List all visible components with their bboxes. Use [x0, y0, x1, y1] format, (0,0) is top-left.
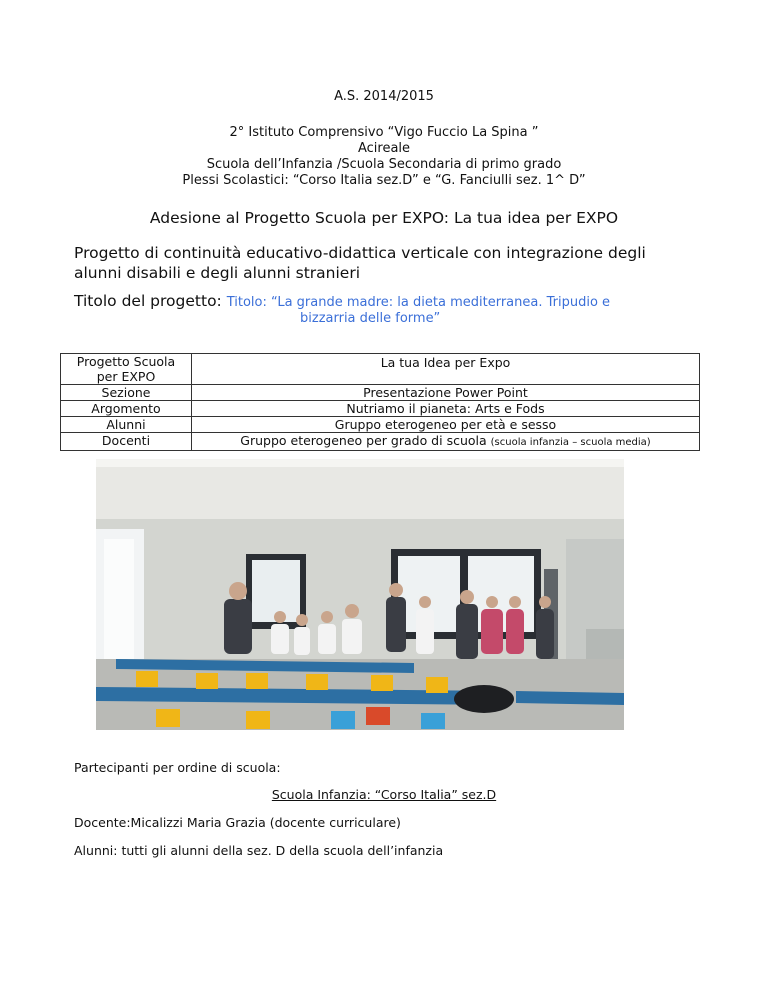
table-label: Docenti [61, 433, 192, 451]
participants-docente: Docente:Micalizzi Maria Grazia (docente curriculare) [74, 815, 401, 830]
participants-heading: Partecipanti per ordine di scuola: [74, 760, 281, 775]
table-label: per EXPO [96, 369, 156, 384]
project-info-table [60, 353, 700, 451]
table-label-cell [61, 354, 192, 385]
table-row [61, 433, 700, 451]
adesione-heading: Adesione al Progetto Scuola per EXPO: La tua idea per EXPO [149, 209, 619, 227]
school-types: Scuola dell’Infanzia /Scuola Secondaria di primo grado [206, 157, 562, 172]
titolo-label: Titolo del progetto: [74, 292, 222, 310]
table-value-note: (scuola infanzia – scuola media) [490, 437, 651, 448]
table-row [61, 354, 700, 385]
city: Acireale [357, 141, 411, 156]
table-label: Progetto Scuola [76, 354, 176, 369]
table-value: Nutriamo il pianeta: Arts e Fods [192, 401, 700, 417]
titolo-value-line1: Titolo: “La grande madre: la dieta mediterranea. Tripudio e [226, 295, 611, 310]
plessi: Plessi Scolastici: “Corso Italia sez.D” e “G. Fanciulli sez. 1^ D” [182, 173, 586, 188]
table-value: La tua Idea per Expo [380, 355, 511, 370]
participants-school: Scuola Infanzia: “Corso Italia” sez.D [271, 787, 497, 802]
classroom-photo-illustration [96, 459, 624, 730]
table-label: Alunni [61, 417, 192, 433]
table-value: Gruppo eterogeneo per grado di scuola [240, 433, 487, 448]
titolo-row [74, 291, 696, 313]
table-row [61, 401, 700, 417]
progetto-desc-line1: Progetto di continuità educativo-didattica verticale con integrazione degli [74, 244, 646, 262]
school-year: A.S. 2014/2015 [334, 89, 434, 104]
table-label: Argomento [61, 401, 192, 417]
table-label: Sezione [61, 385, 192, 401]
participants-alunni: Alunni: tutti gli alunni della sez. D della scuola dell’infanzia [74, 843, 444, 858]
table-value-cell [192, 354, 700, 385]
table-row [61, 417, 700, 433]
progetto-desc-line2: alunni disabili e degli alunni stranieri [74, 264, 361, 282]
classroom-photo [96, 459, 624, 730]
titolo-value-line2: bizzarria delle forme” [300, 311, 441, 326]
table-value-cell [192, 433, 700, 451]
table-row [61, 385, 700, 401]
table-value: Gruppo eterogeneo per età e sesso [192, 417, 700, 433]
institute-name: 2° Istituto Comprensivo “Vigo Fuccio La Spina ” [229, 125, 539, 140]
table-value: Presentazione Power Point [192, 385, 700, 401]
